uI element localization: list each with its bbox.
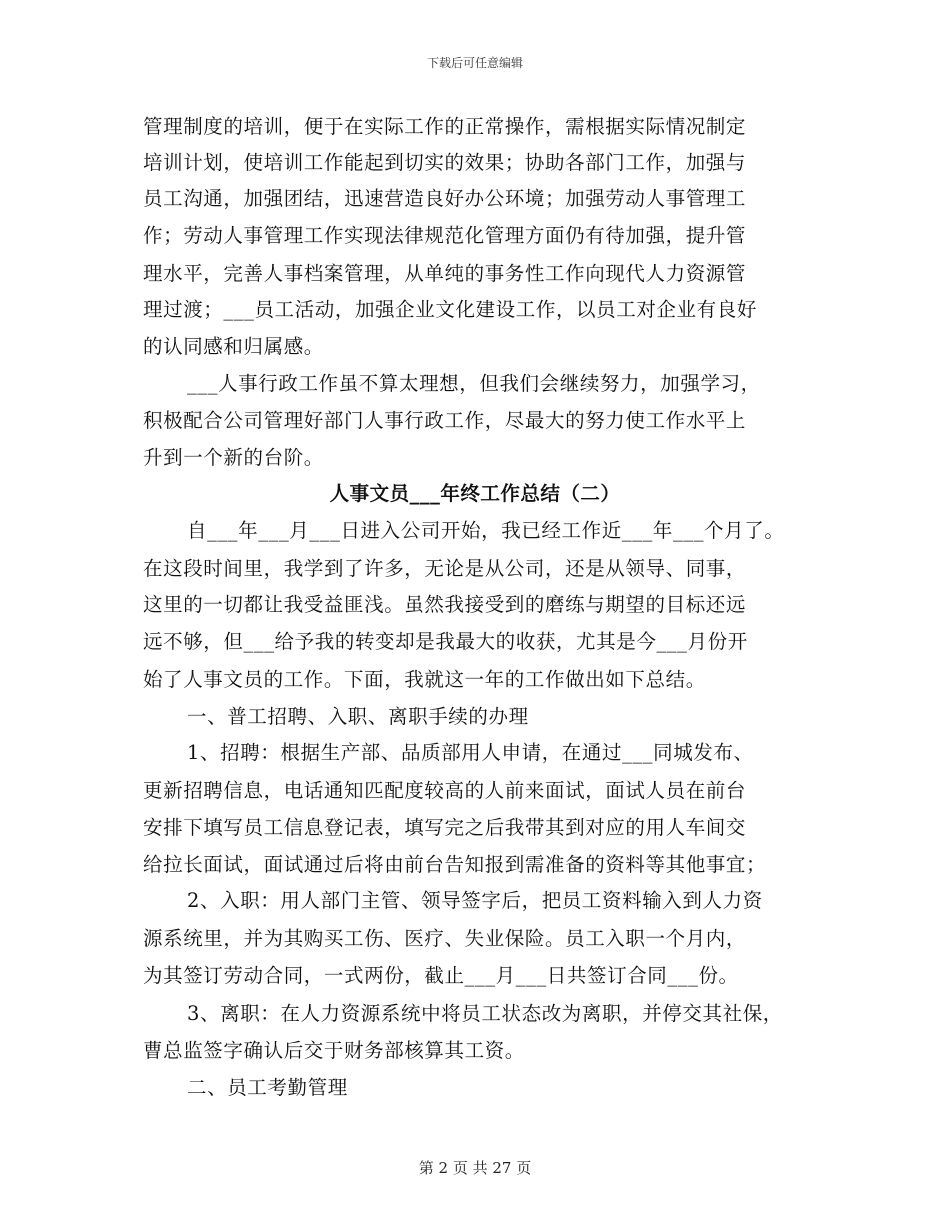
section-title: 人事文员___年终工作总结（二） (329, 482, 621, 505)
paragraph-line: 2、入职：用人部门主管、领导签字后，把员工资料输入到人力资 (187, 889, 763, 912)
paragraph-line: 培训计划，使培训工作能起到切实的效果；协助各部门工作，加强与 (143, 151, 747, 174)
paragraph-line: ___人事行政工作虽不算太理想，但我们会继续努力，加强学习， (187, 372, 761, 395)
paragraph-line: 管理制度的培训，便于在实际工作的正常操作，需根据实际情况制定 (143, 115, 747, 138)
paragraph-line: 远不够，但___给予我的转变却是我最大的收获，尤其是今___月份开 (143, 630, 748, 653)
page-header-note: 下载后可任意编辑 (426, 56, 523, 70)
paragraph-line: 升到一个新的台阶。 (143, 446, 324, 469)
paragraph-line: 在这段时间里，我学到了许多，无论是从公司，还是从领导、同事， (143, 557, 747, 580)
paragraph-line: 自___年___月___日进入公司开始，我已经工作近___年___个月了。 (187, 519, 785, 542)
paragraph-line: 3、离职：在人力资源系统中将员工状态改为离职，并停交其社保， (187, 1002, 783, 1025)
paragraph-line: 源系统里，并为其购买工伤、医疗、失业保险。员工入职一个月内， (143, 927, 747, 950)
paragraph-line: 积极配合公司管理好部门人事行政工作，尽最大的努力使工作水平上 (143, 409, 747, 432)
paragraph-line: 理过渡；___员工活动，加强企业文化建设工作，以员工对企业有良好 (143, 298, 757, 321)
paragraph-line: 始了人事文员的工作。下面，我就这一年的工作做出如下总结。 (143, 668, 706, 691)
paragraph-line: 的认同感和归属感。 (143, 335, 324, 358)
section-heading: 一、普工招聘、入职、离职手续的办理 (187, 705, 529, 728)
paragraph-line: 更新招聘信息，电话通知匹配度较高的人前来面试，面试人员在前台 (143, 779, 747, 802)
paragraph-line: 为其签订劳动合同，一式两份，截止___月___日共签订合同___份。 (143, 964, 739, 987)
paragraph-line: 安排下填写员工信息登记表，填写完之后我带其到对应的用人车间交 (143, 816, 747, 839)
paragraph-line: 给拉长面试，面试通过后将由前台告知报到需准备的资料等其他事宜； (143, 853, 767, 876)
paragraph-line: 1、招聘：根据生产部、品质部用人申请，在通过___同城发布、 (187, 741, 754, 764)
paragraph-line: 员工沟通，加强团结，迅速营造良好办公环境；加强劳动人事管理工 (143, 187, 747, 210)
section-heading: 二、员工考勤管理 (187, 1076, 348, 1099)
paragraph-line: 这里的一切都让我受益匪浅。虽然我接受到的磨练与期望的目标还远 (143, 593, 747, 616)
paragraph-line: 曹总监签字确认后交于财务部核算其工资。 (143, 1039, 525, 1062)
paragraph-line: 理水平，完善人事档案管理，从单纯的事务性工作向现代人力资源管 (143, 262, 747, 285)
page-number: 第 2 页 共 27 页 (418, 1159, 532, 1177)
paragraph-line: 作；劳动人事管理工作实现法律规范化管理方面仍有待加强，提升管 (143, 224, 747, 247)
